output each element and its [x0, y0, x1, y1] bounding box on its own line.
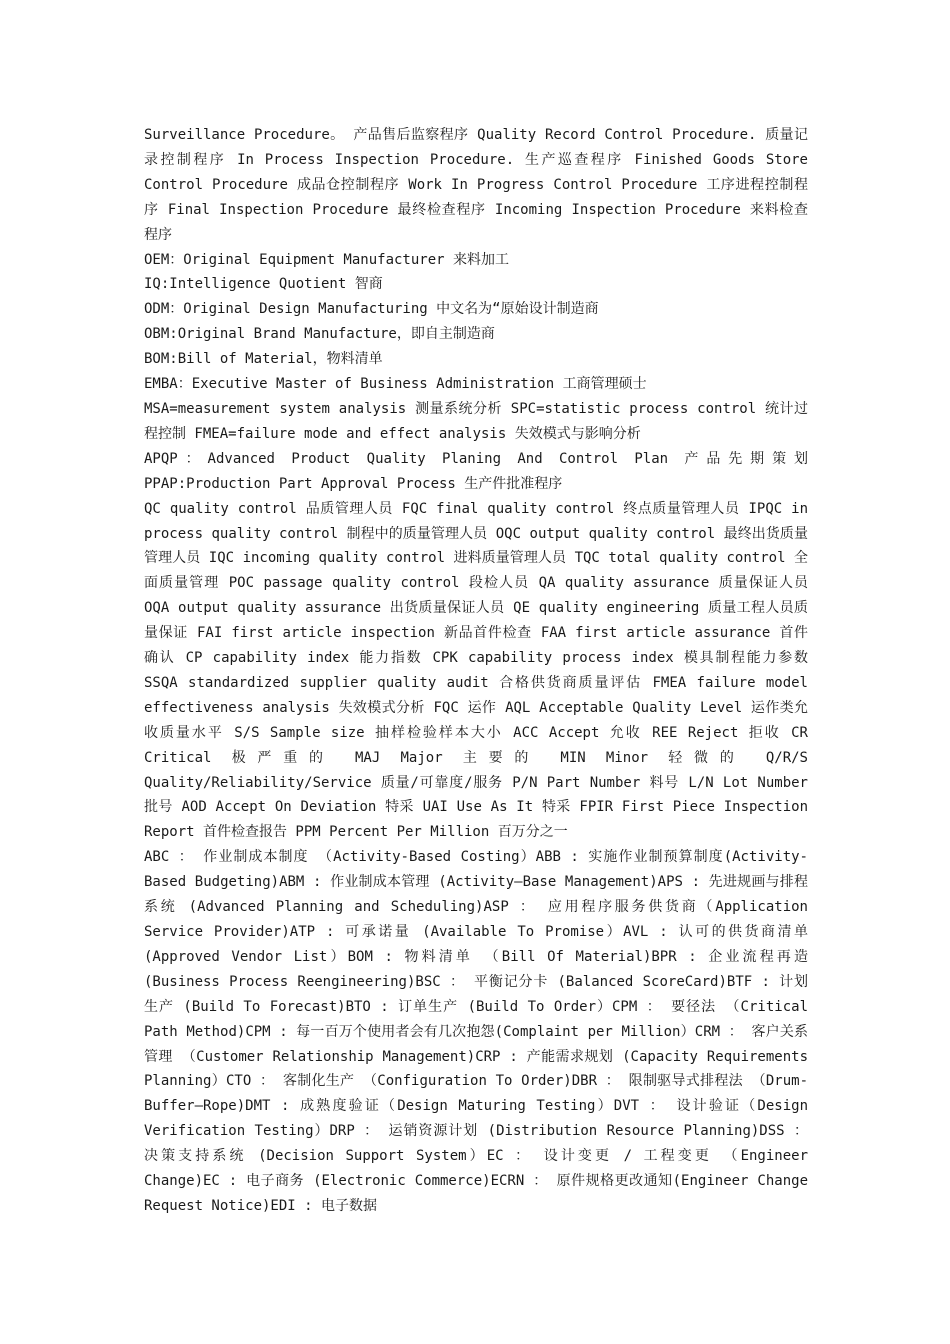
- paragraph-msa-spc-fmea: MSA=measurement system analysis 测量系统分析 SPC=statistic process control 统计过程控制 FMEA=failure mode and effect analysis 失效模式与影响分析: [144, 400, 808, 442]
- paragraph-odm: ODM：Original Design Manufacturing 中文名为“原始设计制造商: [144, 301, 599, 318]
- paragraph-apqp-ppap: APQP：Advanced Product Quality Planing And Control Plan 产品先期策划 PPAP:Production Part Approval Process 生产件批准程序: [144, 450, 808, 492]
- paragraph-oem: OEM：Original Equipment Manufacturer 来料加工: [144, 251, 510, 268]
- paragraph-quality-terms: QC quality control 品质管理人员 FQC final quality control 终点质量管理人员 IPQC in process quality control 制程中的质量管理人员 OQC output quality control 最终出货质量管理人员 IQC incoming quality control 进料质量管理人员 TQC total quality control 全面质量管理 POC passage quality control 段检人员 QA quality assurance 质量保证人员 OQA output quality assurance 出货质量保证人员 QE quality engineering 质量工程人员质量保证 FAI first article inspection 新品首件检查 FAA first article assurance 首件确认 CP capability index 能力指数 CPK capability process index 模具制程能力参数 SSQA standardized supplier quality audit 合格供货商质量评估 FMEA failure model effectiveness analysis 失效模式分析 FQC 运作 AQL Acceptable Quality Level 运作类允收质量水平 S/S Sample size 抽样检验样本大小 ACC Accept 允收 REE Reject 拒收 CR Critical 极严重的 MAJ Major 主要的 MIN Minor 轻微的 Q/R/S Quality/Reliability/Service 质量/可靠度/服务 P/N Part Number 料号 L/N Lot Number 批号 AOD Accept On Deviation 特采 UAI Use As It 特采 FPIR First Piece Inspection Report 首件检查报告 PPM Percent Per Million 百万分之一: [144, 500, 808, 841]
- document-body: [144, 123, 808, 1219]
- paragraph-obm: OBM:Original Brand Manufacture，即自主制造商: [144, 326, 495, 343]
- paragraph-bom: BOM:Bill of Material，物料清单: [144, 351, 383, 368]
- paragraph-management-terms: ABC ： 作业制成本制度 （Activity-Based Costing）ABB : 实施作业制预算制度(Activity-Based Budgeting)ABM : 作业制成本管理 (Activity—Base Management)APS : 先进规画与排程系统 (Advanced Planning and Scheduling)ASP ： 应用程序服务供货商（Application Service Provider)ATP : 可承诺量 (Available To Promise）AVL : 认可的供货商清单(Approved Vendor List）BOM : 物料清单 （Bill Of Material)BPR : 企业流程再造 (Business Process Reengineering)BSC ： 平衡记分卡 (Balanced ScoreCard)BTF : 计划生产 (Build To Forecast)BTO : 订单生产 (Build To Order）CPM ： 要径法 （Critical Path Method)CPM : 每一百万个使用者会有几次抱怨(Complaint per Million）CRM ： 客户关系管理 （Customer Relationship Management)CRP : 产能需求规划 (Capacity Requirements Planning）CTO ： 客制化生产 （Configuration To Order)DBR ： 限制驱导式排程法 （Drum-Buffer—Rope)DMT : 成熟度验证（Design Maturing Testing）DVT ： 设计验证（Design Verification Testing）DRP ： 运销资源计划 (Distribution Resource Planning)DSS ： 决策支持系统 (Decision Support System）EC ： 设计变更 / 工程变更 （Engineer Change)EC : 电子商务 (Electronic Commerce)ECRN ： 原件规格更改通知(Engineer Change Request Notice)EDI : 电子数据: [144, 849, 808, 1214]
- paragraph-emba: EMBA：Executive Master of Business Administration 工商管理硕士: [144, 376, 647, 393]
- paragraph-procedures: Surveillance Procedure。 产品售后监察程序 Quality Record Control Procedure. 质量记录控制程序 In Process Inspection Procedure. 生产巡查程序 Finished Goods Store Control Procedure 成品仓控制程序 Work In Progress Control Procedure 工序进程控制程序 Final Inspection Procedure 最终检查程序 Incoming Inspection Procedure 来料检查程序: [144, 127, 808, 243]
- paragraph-iq: IQ:Intelligence Quotient 智商: [144, 276, 383, 293]
